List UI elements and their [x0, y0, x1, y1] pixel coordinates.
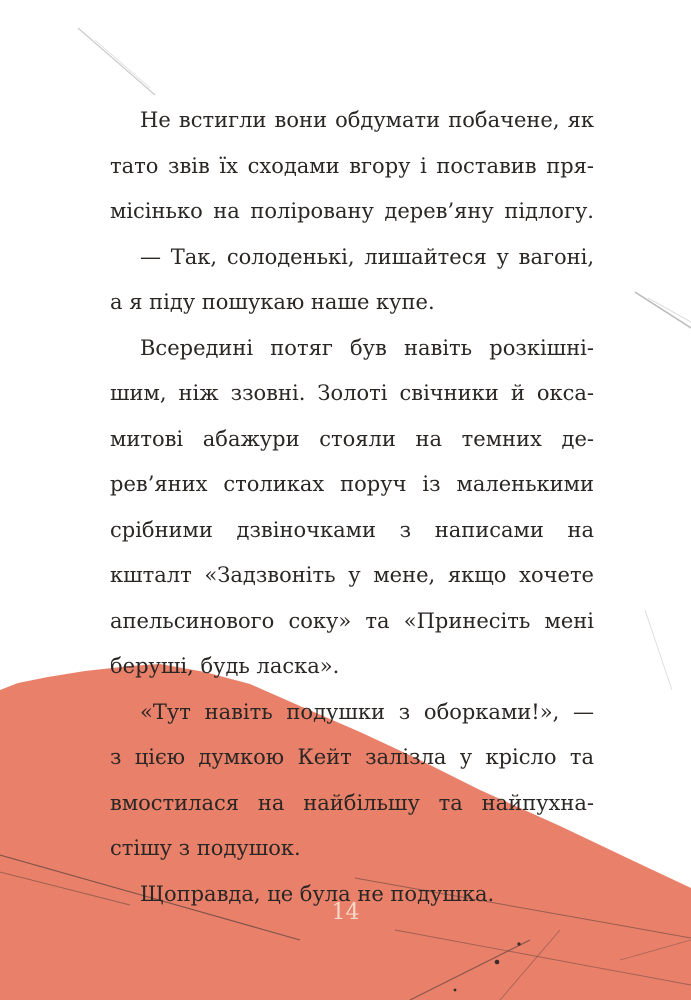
text-line: Всередині потяг був навіть розкішні- [140, 335, 594, 360]
pencil-stroke-right [635, 292, 691, 328]
page-number: 14 [331, 900, 360, 925]
ink-dot-1 [495, 960, 500, 965]
text-line: срібними дзвіночками з написами на [110, 517, 594, 542]
ink-dot-2 [517, 942, 520, 945]
text-line: стішу з подушок. [110, 836, 301, 860]
pencil-stroke-top-left-2 [95, 40, 150, 88]
body-text [110, 98, 594, 917]
text-line: Щоправда, це була не подушка. [140, 881, 495, 906]
text-line: апельсинового соку» та «Принесіть мені [110, 608, 594, 633]
text-line: — Так, солоденькі, лишайтеся у вагоні, [140, 244, 594, 269]
text-line: митові абажури стояли на темних де- [110, 426, 594, 451]
text-line: беруші, будь ласка». [110, 654, 340, 678]
text-line: рев’яних столиках поруч із маленькими [110, 472, 594, 496]
pencil-stroke-right-mid [645, 610, 672, 690]
text-line: Не встигли вони обдумати побачене, як [140, 108, 594, 132]
text-line: місінько на поліровану дерев’яну підлогу. [110, 199, 594, 223]
text-line: шим, ніж ззовні. Золоті свічники й окса- [110, 381, 594, 405]
text-line: а я піду пошукаю наше купе. [110, 290, 435, 314]
pencil-stroke-right-2 [648, 298, 691, 322]
text-line: «Тут навіть подушки з оборками!», — [140, 699, 594, 724]
ink-dot-3 [454, 989, 457, 992]
text-line: тато звів їх сходами вгору і поставив пря- [110, 153, 594, 178]
text-line: з цією думкою Кейт залізла у крісло та [110, 745, 594, 769]
pencil-stroke-top-left [78, 28, 155, 95]
text-line: кшталт «Задзвоніть у мене, якщо хочете [110, 563, 594, 587]
text-line: вмостилася на найбільшу та найпухна- [110, 790, 594, 815]
